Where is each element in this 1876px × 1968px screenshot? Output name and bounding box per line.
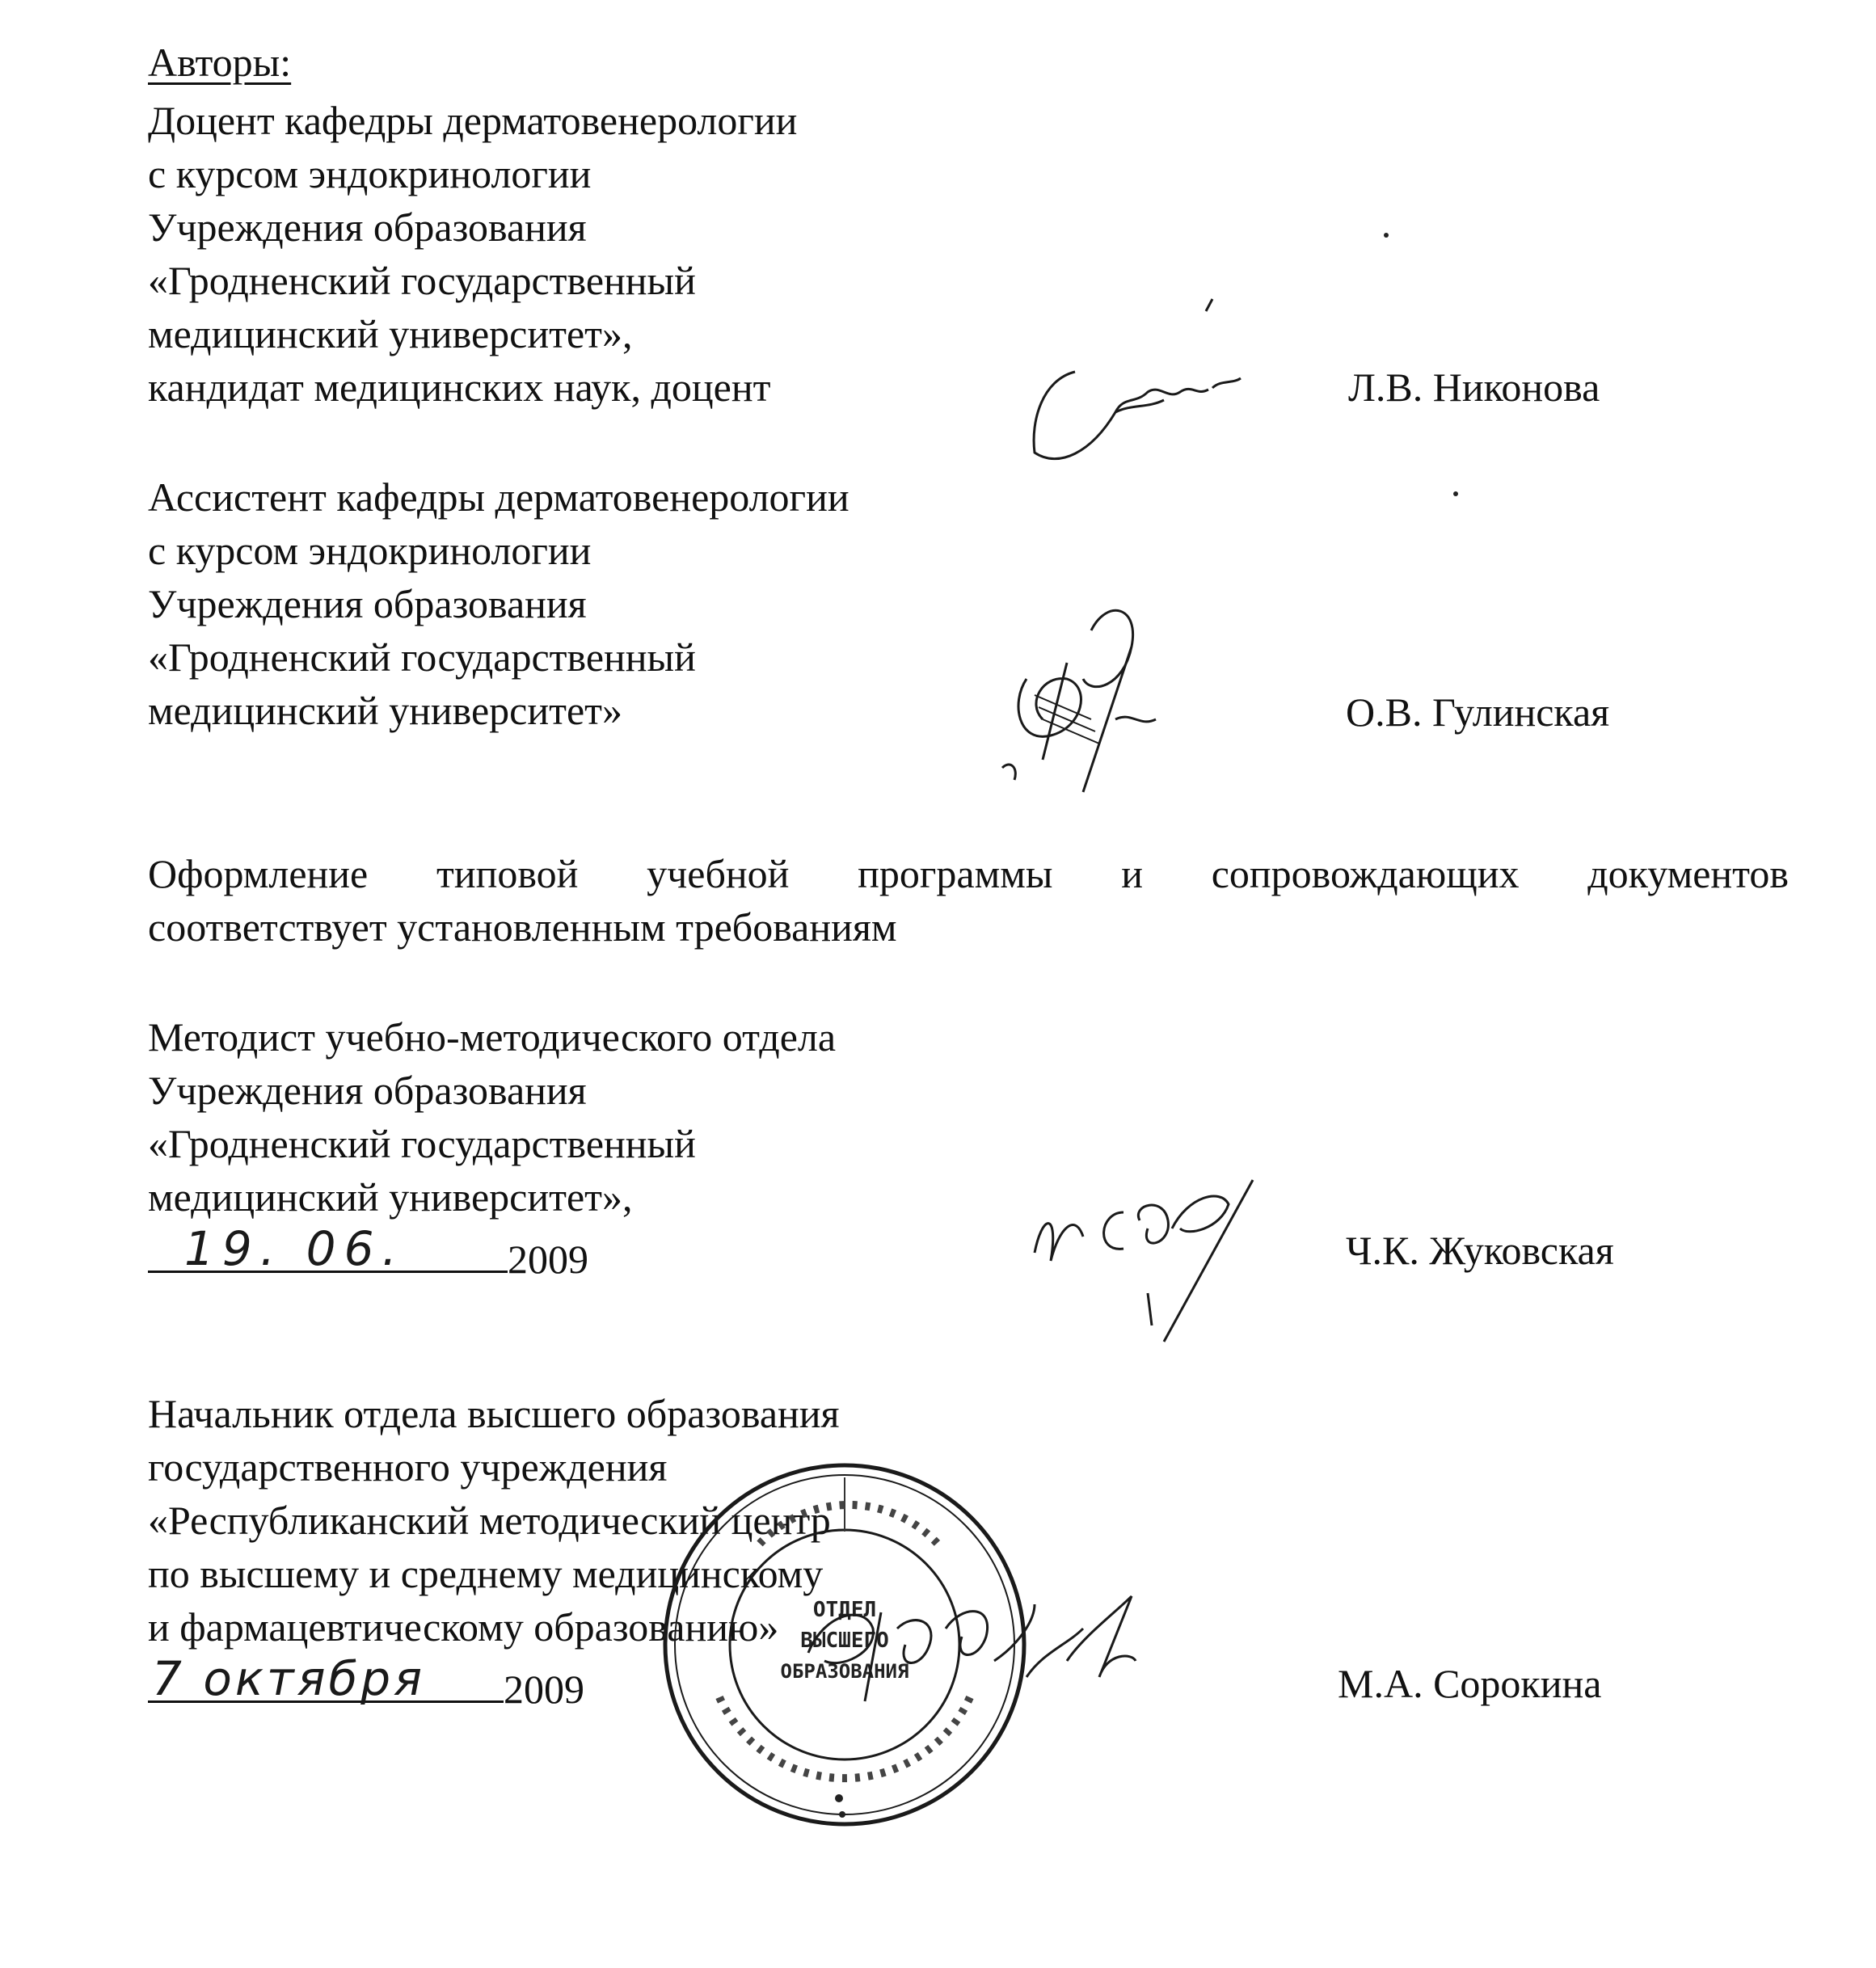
author1-line: с курсом эндокринологии bbox=[148, 151, 592, 196]
author2-affiliation bbox=[148, 470, 849, 737]
head-line: по высшему и среднему медицинскому bbox=[148, 1551, 824, 1596]
compliance-line-1: Оформление типовой учебной программы и сопровождающих документов bbox=[148, 851, 1789, 896]
author1-affiliation bbox=[148, 94, 797, 414]
author2-name: О.В. Гулинская bbox=[1346, 689, 1610, 735]
stamp-center-line: ОБРАЗОВАНИЯ bbox=[780, 1660, 909, 1683]
methodist-line: медицинский университет», bbox=[148, 1174, 633, 1220]
head-name: М.А. Сорокина bbox=[1338, 1661, 1602, 1706]
compliance-paragraph bbox=[148, 847, 1789, 954]
methodist-date-underline bbox=[148, 1221, 508, 1276]
methodist-affiliation bbox=[148, 1010, 836, 1286]
author1-line: «Гродненский государственный bbox=[148, 258, 696, 303]
head-date-handwritten: 7 октября bbox=[152, 1651, 426, 1706]
methodist-signature bbox=[1027, 1164, 1269, 1358]
head-year: 2009 bbox=[504, 1667, 584, 1712]
compliance-line-2: соответствует установленным требованиям bbox=[148, 904, 897, 950]
stamp-center-line: ВЫСШЕГО bbox=[800, 1629, 889, 1653]
author1-line: медицинский университет», bbox=[148, 311, 633, 356]
author2-line: Ассистент кафедры дерматовенерологии bbox=[148, 474, 849, 520]
author1-line: Учреждения образования bbox=[148, 204, 587, 250]
head-signature bbox=[776, 1580, 1148, 1726]
head-line: и фармацевтическому образованию» bbox=[148, 1604, 779, 1650]
author1-line: Доцент кафедры дерматовенерологии bbox=[148, 98, 798, 143]
methodist-name: Ч.К. Жуковская bbox=[1346, 1228, 1614, 1273]
methodist-year: 2009 bbox=[508, 1237, 588, 1282]
methodist-date-handwritten: 19. 06. bbox=[184, 1221, 405, 1276]
methodist-date-row bbox=[148, 1221, 836, 1286]
author1-line: кандидат медицинских наук, доцент bbox=[148, 365, 771, 410]
author2-line: медицинский университет» bbox=[148, 688, 623, 733]
author2-line: Учреждения образования bbox=[148, 581, 587, 626]
methodist-line: «Гродненский государственный bbox=[148, 1121, 696, 1166]
speck-mark bbox=[1453, 491, 1458, 496]
author1-name: Л.В. Никонова bbox=[1348, 365, 1600, 410]
head-line: «Республиканский методический центр bbox=[148, 1498, 831, 1543]
author1-signature bbox=[1027, 356, 1269, 477]
author2-line: «Гродненский государственный bbox=[148, 634, 696, 680]
speck-mark bbox=[1384, 233, 1389, 238]
author2-signature bbox=[994, 598, 1204, 800]
head-line: государственного учреждения bbox=[148, 1444, 668, 1490]
head-line: Начальник отдела высшего образования bbox=[148, 1391, 840, 1436]
stamp-center-line: ОТДЕЛ bbox=[812, 1598, 877, 1622]
methodist-line: Методист учебно-методического отдела bbox=[148, 1014, 837, 1060]
authors-section bbox=[148, 36, 291, 89]
author2-line: с курсом эндокринологии bbox=[148, 528, 592, 573]
head-date-underline bbox=[148, 1651, 504, 1706]
authors-heading: Авторы: bbox=[148, 40, 292, 85]
methodist-line: Учреждения образования bbox=[148, 1068, 587, 1113]
